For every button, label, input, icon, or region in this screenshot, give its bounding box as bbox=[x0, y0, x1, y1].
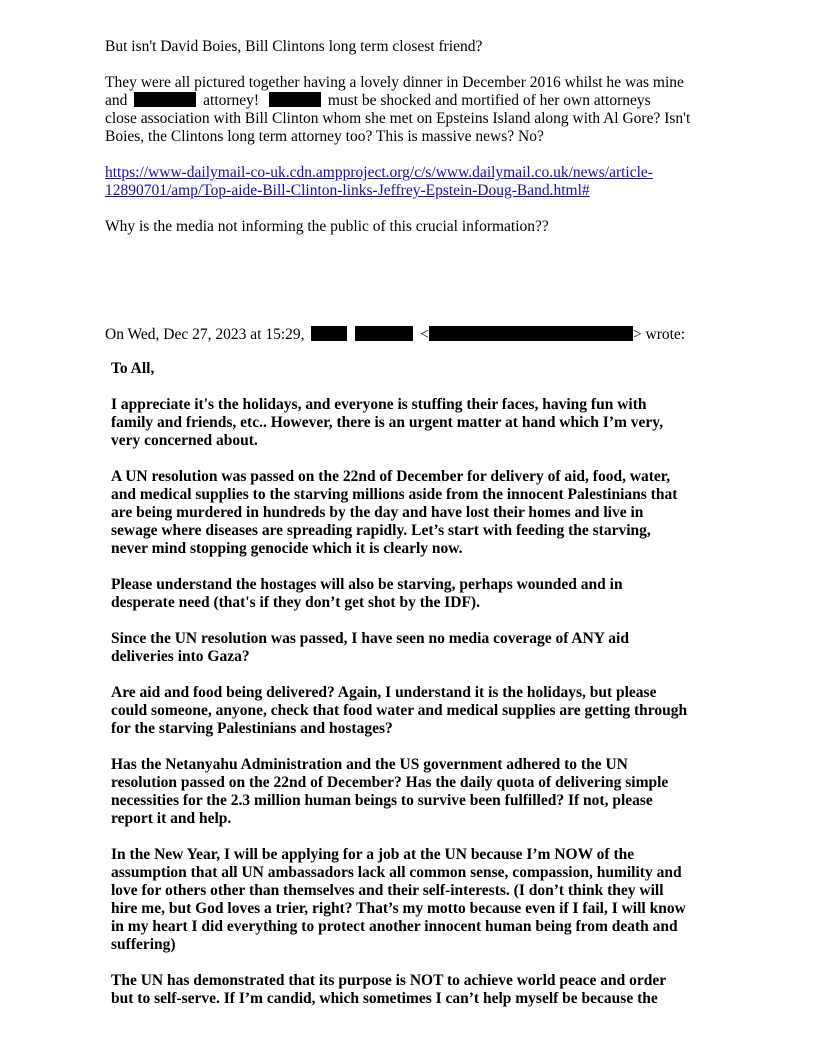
quoted-p2-line: sewage where diseases are spreading rapidly. Let’s start with feeding the starving, bbox=[111, 522, 651, 539]
reply-line-massive-news: Boies, the Clintons long term attorney too? This is massive news? No? bbox=[105, 128, 544, 145]
article-link-line-1[interactable]: https://www-dailymail-co-uk.cdn.ampproject.org/c/s/www.dailymail.co.uk/news/article- bbox=[105, 164, 653, 181]
quoted-p6-line: necessities for the 2.3 million human beings to survive been fulfilled? If not, please bbox=[111, 792, 653, 809]
reply-line-boies: But isn't David Boies, Bill Clintons long term closest friend? bbox=[105, 38, 483, 55]
quoted-p1-line: very concerned about. bbox=[111, 432, 258, 449]
quoted-p2-line: never mind stopping genocide which it is clearly now. bbox=[111, 540, 463, 557]
quoted-p3-line: Please understand the hostages will also be starving, perhaps wounded and in bbox=[111, 576, 623, 593]
quoted-p6-line: report it and help. bbox=[111, 810, 232, 827]
reply-question: Why is the media not informing the public of this crucial information?? bbox=[105, 218, 549, 235]
redaction-box bbox=[311, 326, 347, 341]
reply-line-association: close association with Bill Clinton whom she met on Epsteins Island along with Al Gore? Isn't bbox=[105, 110, 691, 127]
quoted-p1-line: family and friends, etc.. However, there is an urgent matter at hand which I’m very, bbox=[111, 414, 664, 431]
quoted-p1-line: I appreciate it's the holidays, and everyone is stuffing their faces, having fun with bbox=[111, 396, 647, 413]
quoted-p8-line: The UN has demonstrated that its purpose is NOT to achieve world peace and order bbox=[111, 972, 667, 989]
quote-header-lt: < bbox=[420, 326, 429, 343]
quoted-p4-line: Since the UN resolution was passed, I have seen no media coverage of ANY aid bbox=[111, 630, 629, 647]
quoted-p7-line: in my heart I did everything to protect another innocent human being from death and bbox=[111, 918, 678, 935]
quoted-p8-line: but to self-serve. If I’m candid, which sometimes I can’t help myself be because the bbox=[111, 990, 658, 1007]
quoted-p6-line: resolution passed on the 22nd of December? Has the daily quota of delivering simple bbox=[111, 774, 669, 791]
reply-line-dinner: They were all pictured together having a lovely dinner in December 2016 whilst he was mine bbox=[105, 74, 684, 91]
reply-line-attorney bbox=[105, 92, 651, 110]
quoted-p5-line: could someone, anyone, check that food water and medical supplies are getting through bbox=[111, 702, 688, 719]
quoted-p3-line: desperate need (that's if they don’t get shot by the IDF). bbox=[111, 594, 480, 611]
quoted-p2-line: and medical supplies to the starving millions aside from the innocent Palestinians that bbox=[111, 486, 678, 503]
reply-attorney-text: attorney! bbox=[203, 92, 260, 109]
quoted-p5-line: Are aid and food being delivered? Again, I understand it is the holidays, but please bbox=[111, 684, 657, 701]
quoted-p7-line: hire me, but God loves a trier, right? That’s my motto because even if I fail, I will know bbox=[111, 900, 686, 917]
quoted-p7-line: love for others other than themselves and their self-interests. (I don’t think they will bbox=[111, 882, 664, 899]
quoted-p4-line: deliveries into Gaza? bbox=[111, 648, 250, 665]
redaction-box bbox=[134, 92, 196, 107]
quoted-p2-line: A UN resolution was passed on the 22nd of December for delivery of aid, food, water, bbox=[111, 468, 671, 485]
quote-header bbox=[105, 326, 685, 344]
article-link-line-2[interactable]: 12890701/amp/Top-aide-Bill-Clinton-links-Jeffrey-Epstein-Doug-Band.html# bbox=[105, 182, 590, 199]
quoted-p5-line: for the starving Palestinians and hostages? bbox=[111, 720, 393, 737]
quote-header-wrote: > wrote: bbox=[632, 326, 686, 343]
quoted-p2-line: are being murdered in hundreds by the day and have lost their homes and live in bbox=[111, 504, 644, 521]
quoted-p7-line: In the New Year, I will be applying for a job at the UN because I’m NOW of the bbox=[111, 846, 635, 863]
redaction-box bbox=[355, 326, 413, 341]
quoted-greeting: To All, bbox=[111, 360, 155, 377]
quoted-p7-line: assumption that all UN ambassadors lack all common sense, compassion, humility and bbox=[111, 864, 682, 881]
quote-header-date: On Wed, Dec 27, 2023 at 15:29, bbox=[105, 326, 305, 343]
redaction-box bbox=[269, 92, 321, 107]
redaction-box bbox=[429, 326, 633, 341]
reply-and-text: and bbox=[105, 92, 128, 109]
quoted-p7-line: suffering) bbox=[111, 936, 176, 953]
quoted-p6-line: Has the Netanyahu Administration and the US government adhered to the UN bbox=[111, 756, 628, 773]
reply-shocked-text: must be shocked and mortified of her own attorneys bbox=[327, 92, 651, 109]
